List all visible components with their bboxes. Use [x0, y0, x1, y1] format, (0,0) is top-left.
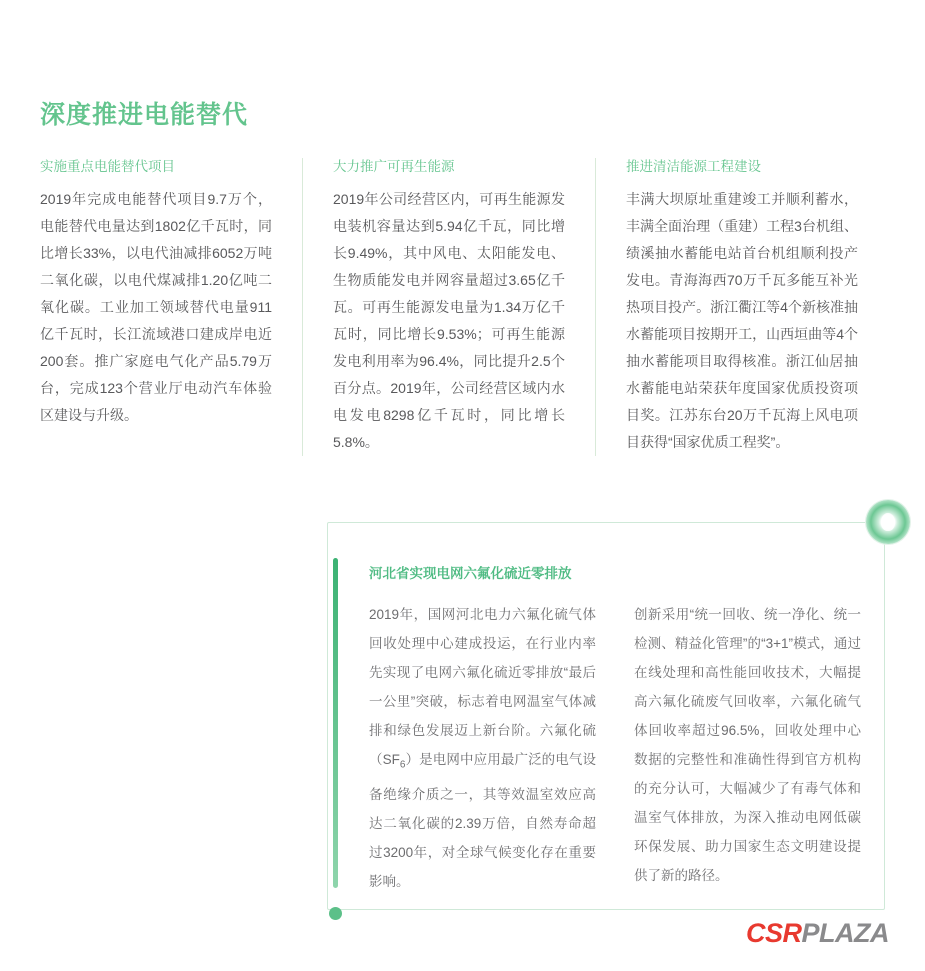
column-1-heading: 实施重点电能替代项目	[40, 159, 175, 174]
logo-csr-text: CSR	[745, 918, 802, 948]
card-columns	[369, 600, 861, 896]
leaf-badge-icon	[866, 500, 910, 544]
column-2	[302, 158, 595, 456]
card-accent-bar	[333, 558, 338, 888]
card-column-left	[369, 600, 596, 896]
column-2-body: 2019年公司经营区内，可再生能源发电装机容量达到5.94亿千瓦，同比增长9.49%，其中风电、太阳能发电、生物质能发电并网容量超过3.65亿千瓦。可再生能源发电量为1.34万亿千瓦时，同比增长9.53%；可再生能源发电利用率为96.4%，同比提升2.5个百分点。2019年，公司经营区域内水电发电8298亿千瓦时，同比增长5.8%。	[333, 190, 565, 450]
column-1	[40, 158, 302, 456]
page-title: 深度推进电能替代	[40, 100, 249, 129]
sf6-subscript: 6	[399, 759, 406, 771]
card-dot-icon	[329, 907, 342, 920]
column-3	[595, 158, 888, 456]
sf6-formula	[382, 752, 406, 771]
logo-plaza-text: PLAZA	[801, 918, 889, 948]
sf6-symbol: SF	[382, 752, 400, 767]
case-study-card	[327, 522, 888, 914]
csr-plaza-logo	[746, 918, 889, 949]
three-column-section	[40, 158, 888, 456]
column-1-body: 2019年完成电能替代项目9.7万个，电能替代电量达到1802亿千瓦时，同比增长33%，以电代油减排6052万吨二氧化碳，以电代煤减排1.20亿吨二氧化碳。工业加工领域替代电量911亿千瓦时，长江流域港口建成岸电近200套。推广家庭电气化产品5.79万台，完成123个营业厅电动汽车体验区建设与升级。	[40, 190, 272, 423]
column-3-body: 丰满大坝原址重建竣工并顺利蓄水，丰满全面治理（重建）工程3台机组、绩溪抽水蓄能电站首台机组顺利投产发电。青海海西70万千瓦多能互补光热项目投产。浙江衢江等4个新核准抽水蓄能项目按期开工，山西垣曲等4个抽水蓄能项目取得核准。浙江仙居抽水蓄能电站荣获年度国家优质投资项目奖。江苏东台20万千瓦海上风电项目获得“国家优质工程奖”。	[626, 190, 858, 450]
column-2-heading: 大力推广可再生能源	[333, 159, 455, 174]
card-left-text-a: 2019年，国网河北电力六氟化硫气体回收处理中心建成投运，在行业内率先实现了电网六氟化硫近零排放“最后一公里”突破，标志着电网温室气体减排和绿色发展迈上新台阶。六氟化硫（	[369, 607, 596, 767]
card-left-text-b: ）是电网中应用最广泛的电气设备绝缘介质之一，其等效温室效应高达二氧化碳的2.39万倍，自然寿命超过3200年，对全球气候变化存在重要影响。	[369, 752, 597, 889]
column-3-heading: 推进清洁能源工程建设	[626, 159, 761, 174]
card-title: 河北省实现电网六氟化硫近零排放	[369, 566, 572, 581]
card-column-right: 创新采用“统一回收、统一净化、统一检测、精益化管理”的“3+1”模式，通过在线处理和高性能回收技术，大幅提高六氟化硫废气回收率，六氟化硫气体回收率超过96.5%，回收处理中心数据的完整性和准确性得到官方机构的充分认可，大幅减少了有毒气体和温室气体排放，为深入推动电网低碳环保发展、助力国家生态文明建设提供了新的路径。	[634, 607, 861, 883]
